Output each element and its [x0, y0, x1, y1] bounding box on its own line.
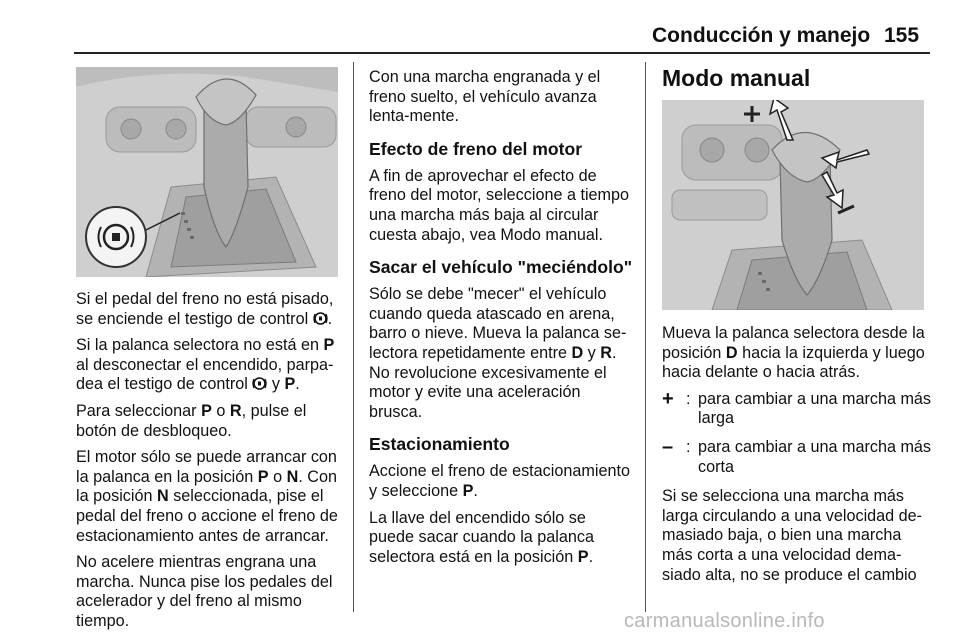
paragraph-parking-brake: Accione el freno de estacionamiento y seleccione P. — [369, 462, 630, 500]
page-header-title: Conducción y manejo — [652, 24, 871, 47]
gear-lever-illustration — [76, 67, 338, 277]
column-2 — [369, 68, 635, 574]
paragraph-brake-lamp: Si el pedal del freno no está pisado, se enciende el testigo de control . — [76, 290, 334, 328]
page-number: 155 — [884, 24, 920, 47]
heading-parking: Estacionamiento — [369, 434, 510, 455]
list-colon: : — [686, 437, 691, 456]
heading-engine-braking: Efecto de freno del motor — [369, 138, 583, 159]
paragraph-unlock-button: Para seleccionar P o R, pulse el botón de desbloqueo. — [76, 401, 307, 440]
column-3-heading: Modo manual — [662, 65, 811, 91]
paragraph-no-accelerate: No acelere mientras engrana una marcha. Nunca pise los pedales del acelerador y del freno al mismo tiempo. — [76, 553, 333, 630]
column-divider-2 — [645, 62, 646, 612]
brake-warning-icon — [313, 311, 328, 326]
brake-warning-icon — [252, 376, 267, 391]
paragraph-shift-not-performed: Si se selecciona una marcha más larga circulando a una velocidad de-masiado baja, o bien una marcha más corta a una velocidad dema-siado alta, no se produce el cambio — [662, 487, 923, 584]
minus-icon: – — [662, 435, 674, 458]
list-item — [662, 435, 932, 477]
list-colon: : — [686, 389, 691, 408]
watermark: carmanualsonline.info — [624, 610, 825, 632]
paragraph-rocking: Sólo se debe "mecer" el vehículo cuando queda atascado en arena, barro o nieve. Mueva la palanca se-lectora repetidamente entre D y R. No revolucione excesivamente el motor y evite una aceleración brusca. — [369, 285, 627, 421]
paragraph-key-removal: La llave del encendido sólo se puede sacar cuando la palanca selectora está en la posición P. — [369, 508, 594, 566]
column-divider-1 — [353, 62, 354, 612]
plus-icon: + — [662, 387, 674, 410]
heading-rocking: Sacar el vehículo "meciéndolo" — [369, 257, 633, 278]
list-item — [662, 387, 932, 429]
list-text: para cambiar a una marcha más corta — [698, 437, 932, 476]
column-1 — [76, 290, 344, 639]
paragraph-engine-braking: A fin de aprovechar el efecto de freno del motor, seleccione a tiempo una marcha más baja al circular cuesta abajo, vea Modo manual. — [369, 166, 630, 244]
paragraph-engine-start: El motor sólo se puede arrancar con la palanca en la posición P o N. Con la posición N seleccionada, pise el pedal del freno o accione el freno de estacionamiento antes de arrancar. — [76, 448, 338, 545]
paragraph-manual-mode: Mueva la palanca selectora desde la posición D hacia la izquierda y luego hacia delante o hacia atrás. — [662, 324, 925, 382]
gear-shift-definition-list — [662, 387, 932, 477]
list-text: para cambiar a una marcha más larga — [698, 389, 932, 428]
paragraph-selector-not-in-p: Si la palanca selectora no está en P al desconectar el encendido, parpa-dea el testigo de control y P. — [76, 336, 335, 394]
column-3 — [662, 324, 932, 592]
paragraph-creep: Con una marcha engranada y el freno suelto, el vehículo avanza lenta-mente. — [369, 68, 601, 126]
manual-mode-illustration — [662, 100, 924, 310]
header-rule — [74, 52, 930, 54]
